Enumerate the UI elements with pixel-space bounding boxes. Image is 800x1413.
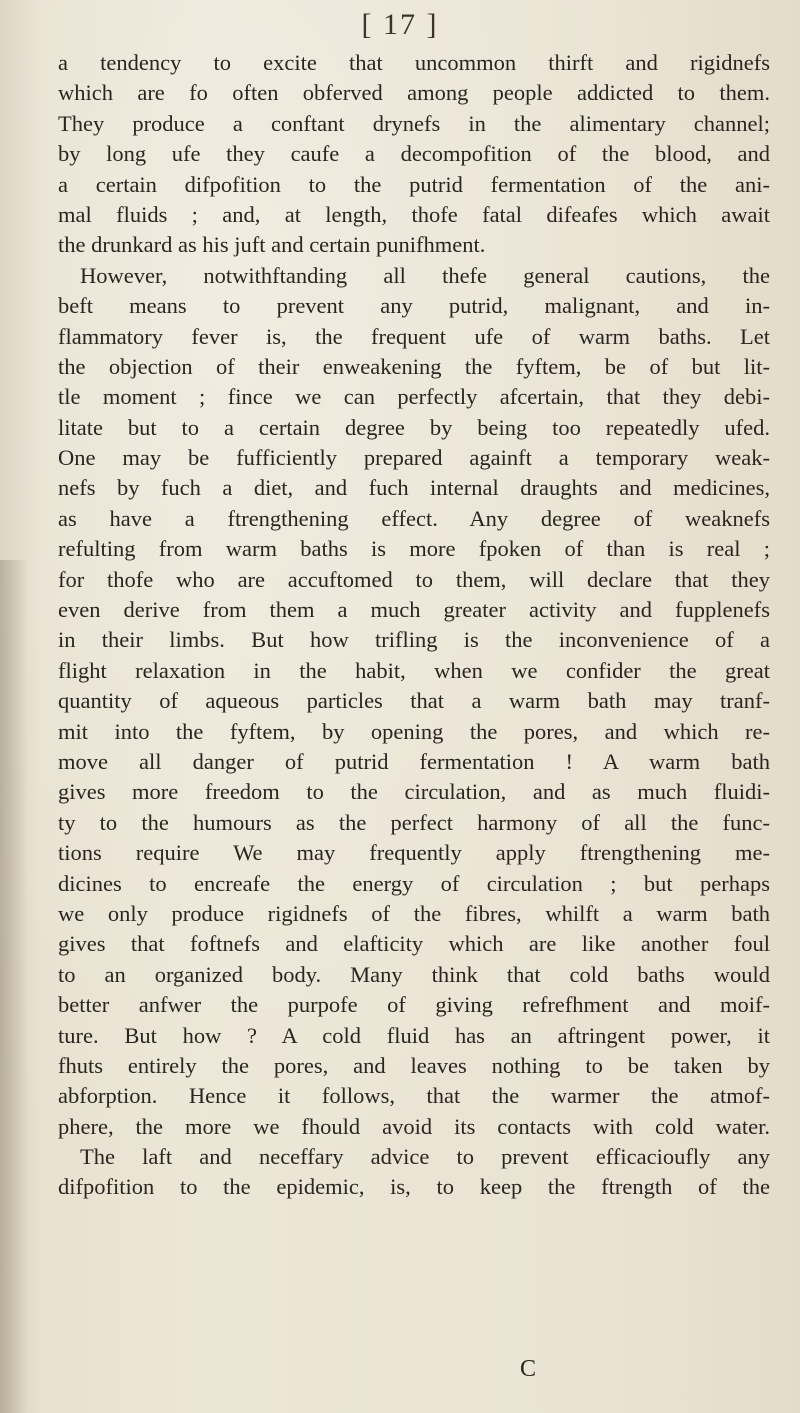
paragraph-start-line: The laft and neceffary advice to prevent efficacioufly any	[80, 1144, 770, 1170]
text-line: better anfwer the purpofe of giving refrefhment and moif-	[58, 992, 770, 1018]
text-line: ty to the humours as the perfect harmony of all the func-	[58, 809, 770, 835]
text-line: we only produce rigidnefs of the fibres, whilft a warm bath	[58, 900, 770, 926]
text-line: mit into the fyftem, by opening the pores, and which re-	[58, 718, 770, 744]
text-line: by long ufe they caufe a decompofition of the blood, and	[58, 141, 770, 167]
text-line: flammatory fever is, the frequent ufe of warm baths. Let	[58, 323, 770, 349]
text-line: gives that foftnefs and elafticity which are like another foul	[58, 931, 770, 957]
text-line: refulting from warm baths is more fpoken of than is real ;	[58, 536, 770, 562]
text-line: which are fo often obferved among people addicted to them.	[58, 80, 770, 106]
paragraph-start-line: However, notwithftanding all thefe general cautions, the	[80, 262, 770, 288]
text-line: ture. But how ? A cold fluid has an aftringent power, it	[58, 1022, 770, 1048]
text-line: the objection of their enweakening the fyftem, be of but lit-	[58, 353, 770, 379]
text-line: to an organized body. Many think that cold baths would	[58, 961, 770, 987]
text-line: abforption. Hence it follows, that the warmer the atmof-	[58, 1083, 770, 1109]
text-line: difpofition to the epidemic, is, to keep the ftrength of the	[58, 1174, 770, 1200]
catchword: C	[520, 1356, 537, 1382]
text-line: tle moment ; fince we can perfectly afcertain, that they debi-	[58, 384, 770, 410]
text-line: as have a ftrengthening effect. Any degree of weaknefs	[58, 505, 770, 531]
text-line: a certain difpofition to the putrid fermentation of the ani-	[58, 171, 770, 197]
text-line: beft means to prevent any putrid, malignant, and in-	[58, 293, 770, 319]
text-line: dicines to encreafe the energy of circulation ; but perhaps	[58, 870, 770, 896]
text-line: fhuts entirely the pores, and leaves nothing to be taken by	[58, 1052, 770, 1078]
text-line: flight relaxation in the habit, when we confider the great	[58, 657, 770, 683]
text-line: phere, the more we fhould avoid its contacts with cold water.	[58, 1113, 770, 1139]
body-text	[58, 48, 770, 1203]
text-line: One may be fufficiently prepared againft a temporary weak-	[58, 445, 770, 471]
text-line: mal fluids ; and, at length, thofe fatal difeafes which await	[58, 201, 770, 227]
text-line: nefs by fuch a diet, and fuch internal draughts and medicines,	[58, 475, 770, 501]
text-line: the drunkard as his juft and certain punifhment.	[58, 232, 486, 258]
text-line: tions require We may frequently apply ftrengthening me-	[58, 840, 770, 866]
text-line: a tendency to excite that uncommon thirft and rigidnefs	[58, 50, 770, 75]
page-number: [ 17 ]	[361, 8, 439, 41]
text-line: even derive from them a much greater activity and fupplenefs	[58, 597, 770, 623]
text-line: They produce a conftant drynefs in the alimentary channel;	[58, 110, 770, 136]
text-line: in their limbs. But how trifling is the inconvenience of a	[58, 627, 770, 653]
text-line: move all danger of putrid fermentation ! A warm bath	[58, 748, 770, 774]
text-line: gives more freedom to the circulation, and as much fluidi-	[58, 779, 770, 805]
page-edge-shadow	[0, 560, 28, 1413]
text-line: litate but to a certain degree by being too repeatedly ufed.	[58, 414, 770, 440]
text-line: quantity of aqueous particles that a warm bath may tranf-	[58, 688, 770, 714]
text-line: for thofe who are accuftomed to them, will declare that they	[58, 566, 770, 592]
